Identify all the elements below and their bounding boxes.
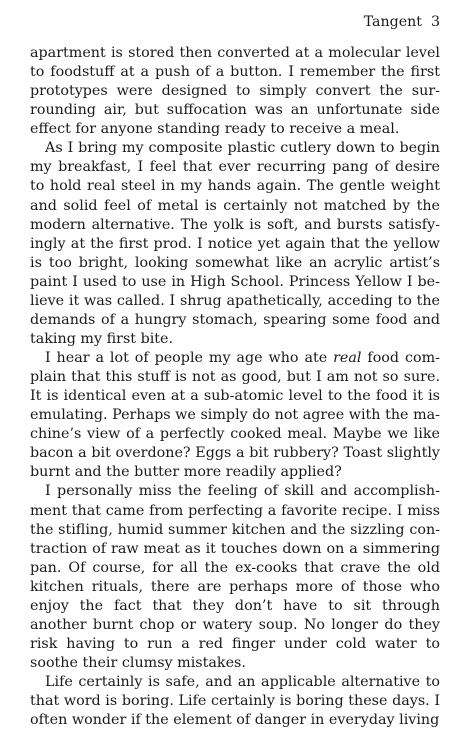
body-text	[30, 44, 440, 730]
text-run: I hear a lot of people my age who ate	[45, 350, 334, 366]
paragraph	[30, 349, 440, 482]
emphasized-text: real	[333, 350, 362, 366]
paragraph-continuation	[30, 44, 440, 139]
text-run: apartment is stored then converted at a molecular level to foodstuff at a push of a button. I remember the first prototypes were designed to simply convert the surrounding air, but suffocation was an unfortunate side effect for anyone standing ready to receive a meal.	[30, 45, 440, 138]
paragraph	[30, 673, 440, 730]
text-run: Life certainly is safe, and an applicable alternative to that word is boring. Life certainly is boring these days. I often wonder if the element of danger in everyday living	[30, 674, 440, 729]
running-header	[364, 14, 440, 31]
running-title: Tangent	[363, 14, 422, 30]
paragraph	[30, 482, 440, 673]
text-run: As I bring my composite plastic cutlery down to begin my breakfast, I feel that ever recurring pang of desire to hold real steel in my hands again. The gentle weight and solid feel of metal is certainly not matched by the modern alternative. The yolk is soft, and bursts satisfyingly at the first prod. I notice yet again that the yellow is too bright, looking somewhat like an acrylic artist’s paint I used to use in High School. Princess Yellow I believe it was called. I shrug apathetically, acceding to the demands of a hungry stomach, spearing some food and taking my first bite.	[30, 140, 440, 347]
paragraph	[30, 139, 440, 349]
page-number: 3	[430, 14, 440, 30]
text-run: food complain that this stuff is not as good, but I am not so sure. It is identical even at a sub-atomic level to the food it is emulating. Perhaps we simply do not agree with the machine’s view of a perfectly cooked meal. Maybe we like bacon a bit overdone? Eggs a bit rubbery? Toast slightly burnt and the butter more readily applied?	[30, 350, 440, 481]
text-run: I personally miss the feeling of skill and accomplishment that came from perfecting a favorite recipe. I miss the stifling, humid summer kitchen and the sizzling contraction of raw meat as it touches down on a simmering pan. Of course, for all the ex-cooks that crave the old kitchen rituals, there are perhaps more of those who enjoy the fact that they don’t have to sit through another burnt chop or watery soup. No longer do they risk having to run a red finger under cold water to soothe their clumsy mistakes.	[30, 483, 440, 671]
